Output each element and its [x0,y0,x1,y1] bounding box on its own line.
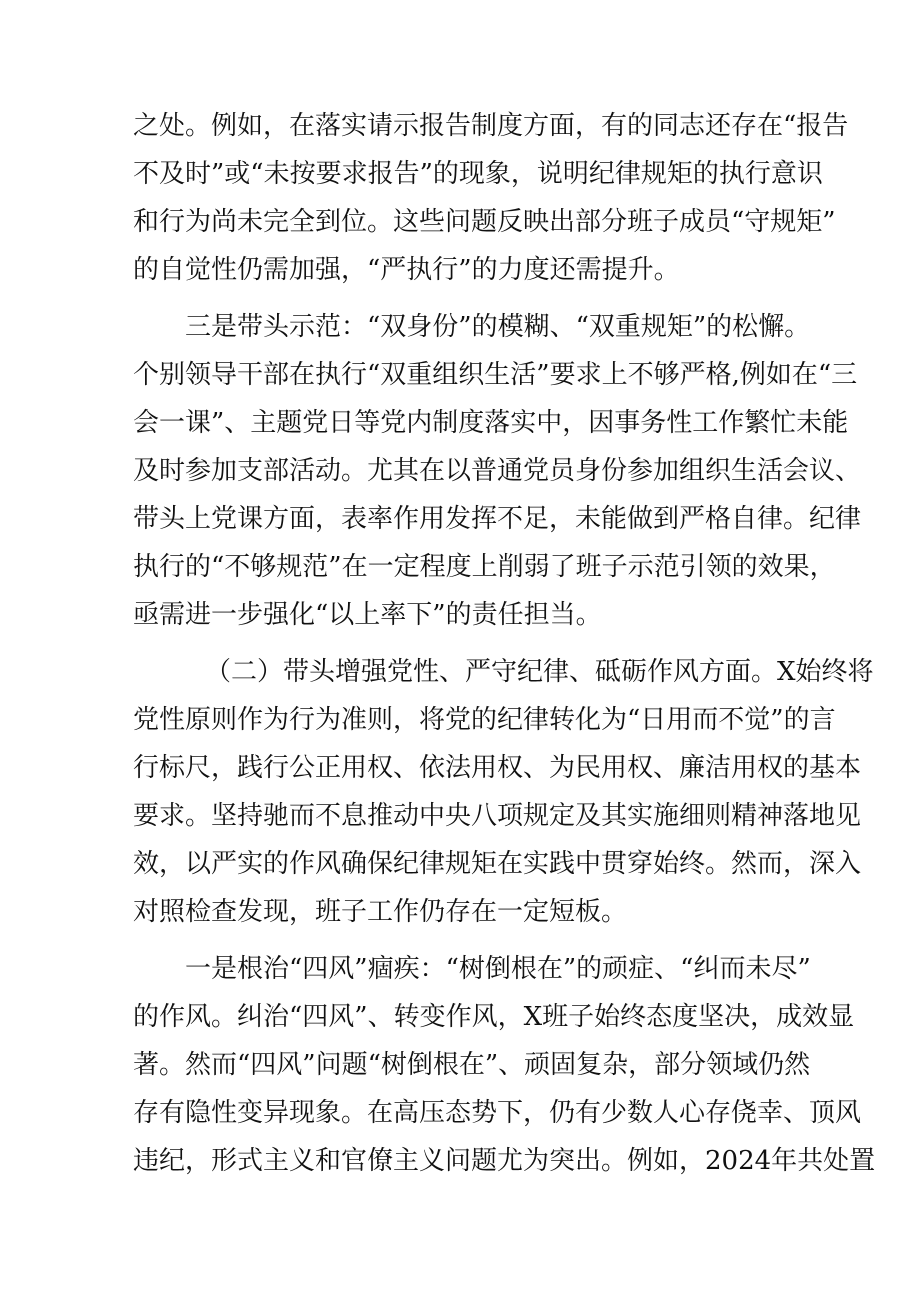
text-line: 违纪，形式主义和官僚主义问题尤为突出。例如，2024年共处置 [133,1146,876,1176]
text-line: 存有隐性变异现象。在高压态势下，仍有少数人心存侥幸、顶风 [133,1098,862,1128]
text-line: 和行为尚未完全到位。这些问题反映出部分班子成员“守规矩” [133,207,836,237]
text-line: 三是带头示范：“双身份”的模糊、“双重规矩”的松懈。 [185,312,811,342]
text-line: 行标尺，践行公正用权、依法用权、为民用权、廉洁用权的基本 [133,753,862,783]
text-line: 一是根治“四风”痼疾：“树倒根在”的顽症、“纠而未尽” [185,954,811,984]
text-line: 的作风。纠治“四风”、转变作风，X班子始终态度坚决，成效显 [133,1002,855,1032]
text-line: 会一课”、主题党日等党内制度落实中，因事务性工作繁忙未能 [133,408,849,438]
text-line: 亟需进一步强化“以上率下”的责任担当。 [133,600,602,630]
text-line: 要求。坚持驰而不息推动中央八项规定及其实施细则精神落地见 [133,801,862,831]
text-line: 及时参加支部活动。尤其在以普通党员身份参加组织生活会议、 [133,456,862,486]
paragraph-1 [133,102,849,294]
text-line: 之处。例如，在落实请示报告制度方面，有的同志还存在“报告 [133,111,849,141]
text-line: 对照检查发现，班子工作仍存在一定短板。 [133,897,628,927]
text-line: 的自觉性仍需加强，“严执行”的力度还需提升。 [133,255,680,285]
text-line: 不及时”或“未按要求报告”的现象，说明纪律规矩的执行意识 [133,159,823,189]
text-line: 带头上党课方面，表率作用发挥不足，未能做到严格自律。纪律 [133,504,862,534]
section-heading-line: （二）带头增强党性、严守纪律、砥砺作风方面。X始终将 [205,657,874,687]
text-line: 党性原则作为行为准则，将党的纪律转化为“日用而不觉”的言 [133,705,836,735]
paragraph-4 [133,945,876,1185]
document-body [133,102,876,1185]
text-line: 效，以严实的作风确保纪律规矩在实践中贯穿始终。然而，深入 [133,849,862,879]
text-line: 个别领导干部在执行“双重组织生活”要求上不够严格,例如在“三 [133,360,858,390]
text-line: 执行的“不够规范”在一定程度上削弱了班子示范引领的效果， [133,552,836,582]
paragraph-2 [133,303,862,639]
paragraph-3 [133,648,874,936]
text-line: 著。然而“四风”问题“树倒根在”、顽固复杂，部分领域仍然 [133,1050,811,1080]
